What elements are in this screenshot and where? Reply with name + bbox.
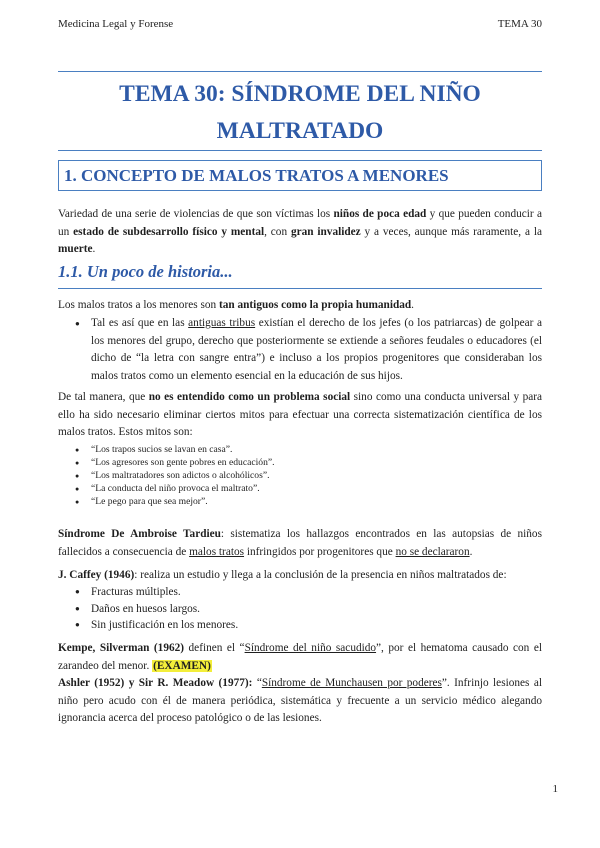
list-item: ● “Los trapos sucios se lavan en casa”. xyxy=(58,443,542,456)
tardieu-bold: Síndrome De Ambroise Tardieu xyxy=(58,528,221,540)
kempe-bold: Kempe, Silverman (1962) xyxy=(58,642,185,654)
myths-text-1: De tal manera, que xyxy=(58,391,149,403)
intro-paragraph xyxy=(58,206,542,259)
ashler-bold: Ashler (1952) y Sir R. Meadow (1977): xyxy=(58,677,253,689)
list-item: ● “Los agresores son gente pobres en educación”. xyxy=(58,456,542,469)
myths-bold-1: no es entendido como un problema social xyxy=(148,391,351,403)
kempe-text-1: definen el “ xyxy=(184,642,245,654)
list-item xyxy=(58,315,542,385)
tardieu-text-1: : sistematiza los hallazgos encontrados en las autopsias de niños fallecidos a consecuencia de xyxy=(58,528,542,558)
page-number: 1 xyxy=(552,783,558,795)
section-heading-box xyxy=(58,160,542,191)
caffey-bold: J. Caffey (1946) xyxy=(58,569,135,581)
tardieu-underline-1: malos tratos xyxy=(189,545,245,558)
intro-text-2: y que pueden conducir a un xyxy=(58,208,542,238)
history-bullet-text-1: Tal es así que en las xyxy=(91,317,189,329)
title-line-1: TEMA 30: SÍNDROME DEL NIÑO xyxy=(119,81,481,107)
title-line-2: MALTRATADO xyxy=(216,118,384,144)
ashler-paragraph xyxy=(58,675,542,728)
myths-text-2: sino como una conducta universal y para ello ha sido necesario eliminar ciertos mitos para efectuar una correcta sistematización científica de los malos tratos. Estos mitos son: xyxy=(58,391,543,439)
title-rule-top xyxy=(58,71,542,72)
page-header xyxy=(58,18,542,30)
tardieu-text-3: . xyxy=(469,545,473,558)
section-heading: 1. CONCEPTO DE MALOS TRATOS A MENORES xyxy=(64,165,449,185)
myths-list xyxy=(58,443,542,508)
ashler-text-1: “ xyxy=(252,677,262,689)
ashler-text-2: ”. Infrinjo lesiones al niño pero acudo con él de manera periódica, sistemática y frecuente a un servicio médico alegando ignorancia acerca del proceso patológico o de las lesiones. xyxy=(58,677,542,725)
page-title xyxy=(58,76,542,150)
tardieu-text-2: infringidos por progenitores que xyxy=(244,545,396,558)
history-list xyxy=(58,315,542,385)
myths-paragraph xyxy=(58,389,542,442)
intro-bold-1: niños de poca edad xyxy=(333,208,427,220)
list-item: ● “Los maltratadores son adictos o alcohólicos”. xyxy=(58,469,542,482)
list-item: ● Fracturas múltiples. xyxy=(58,584,542,601)
caffey-paragraph xyxy=(58,567,542,585)
intro-text-4: y a veces, aunque más raramente, a la xyxy=(360,225,542,238)
header-left: Medicina Legal y Forense xyxy=(58,18,174,30)
list-item: ● “La conducta del niño provoca el maltrato”. xyxy=(58,482,542,495)
list-item: ● Sin justificación en los menores. xyxy=(58,617,542,634)
history-bullet-text-2: existían el derecho de los jefes (o los patriarcas) de golpear a los menores del grupo, derecho que posteriormente se extiende a señores feudales o educadores (el dicho de “la letra con sangre entra”) e incluso a los propios progenitores que consideraban los malos tratos como un elemento esencial en la educación de sus hijos. xyxy=(91,317,542,382)
intro-text-1: Variedad de una serie de violencias de que son víctimas los xyxy=(58,208,334,220)
exam-highlight: (EXAMEN) xyxy=(153,659,211,672)
tardieu-paragraph xyxy=(58,526,542,561)
intro-bold-2: estado de subdesarrollo físico y mental xyxy=(73,225,265,238)
history-bullet-underline: antiguas tribus xyxy=(188,317,256,329)
subsection-rule xyxy=(58,288,542,289)
caffey-text: : realiza un estudio y llega a la conclusión de la presencia en niños maltratados de: xyxy=(134,569,507,581)
tardieu-underline-2: no se declararon xyxy=(395,545,470,558)
subsection-heading: 1.1. Un poco de historia... xyxy=(58,262,233,281)
caffey-list xyxy=(58,584,542,634)
intro-bold-4: muerte xyxy=(58,243,93,256)
list-item: ● Daños en huesos largos. xyxy=(58,601,542,618)
list-item: ● “Le pego para que sea mejor”. xyxy=(58,495,542,508)
kempe-text-2: ”, por el hematoma causado con el zarandeo del menor. xyxy=(58,642,542,672)
kempe-underline: Síndrome del niño sacudido xyxy=(244,642,377,654)
ashler-underline: Síndrome de Munchausen por poderes xyxy=(261,677,442,689)
intro-text-5: . xyxy=(92,243,96,256)
history-bold-1: tan antiguos como la propia humanidad xyxy=(218,299,412,311)
intro-text-3: , con xyxy=(264,225,291,238)
kempe-paragraph xyxy=(58,640,542,675)
history-paragraph xyxy=(58,297,542,315)
intro-bold-3: gran invalidez xyxy=(290,225,361,238)
header-right: TEMA 30 xyxy=(497,18,542,30)
history-text-1: Los malos tratos a los menores son xyxy=(58,299,219,311)
title-rule-bottom xyxy=(58,150,542,151)
history-text-2: . xyxy=(411,299,414,311)
